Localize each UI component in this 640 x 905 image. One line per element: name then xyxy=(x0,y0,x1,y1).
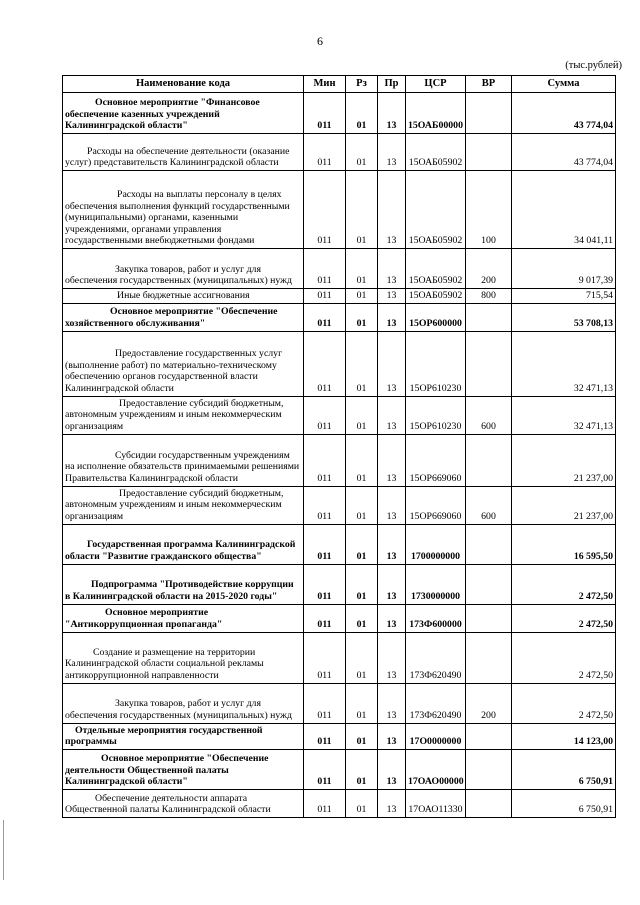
cell-rz: 01 xyxy=(346,303,378,331)
cell-sum: 34 041,11 xyxy=(512,171,616,249)
cell-rz: 01 xyxy=(346,134,378,171)
cell-sum: 2 472,50 xyxy=(512,604,616,632)
cell-name: Подпрограмма "Противодействие коррупции в Калининградской области на 2015-2020 годы" xyxy=(63,564,304,604)
cell-min: 011 xyxy=(304,632,346,683)
cell-csr: 15ОР610230 xyxy=(406,396,466,434)
cell-vr: 600 xyxy=(466,486,512,524)
table-row xyxy=(63,723,616,749)
cell-pr: 13 xyxy=(378,289,406,304)
cell-pr: 13 xyxy=(378,564,406,604)
cell-sum: 21 237,00 xyxy=(512,434,616,486)
cell-min: 011 xyxy=(304,486,346,524)
header-pr: Пр xyxy=(378,76,406,93)
cell-vr xyxy=(466,93,512,134)
cell-pr: 13 xyxy=(378,249,406,289)
cell-vr xyxy=(466,789,512,817)
table-row xyxy=(63,564,616,604)
table-row xyxy=(63,434,616,486)
cell-vr xyxy=(466,134,512,171)
cell-pr: 13 xyxy=(378,434,406,486)
cell-min: 011 xyxy=(304,171,346,249)
table-row xyxy=(63,171,616,249)
cell-min: 011 xyxy=(304,683,346,723)
table-row xyxy=(63,632,616,683)
cell-pr: 13 xyxy=(378,303,406,331)
cell-rz: 01 xyxy=(346,789,378,817)
cell-min: 011 xyxy=(304,134,346,171)
cell-vr xyxy=(466,564,512,604)
cell-csr: 1730000000 xyxy=(406,564,466,604)
cell-sum: 2 472,50 xyxy=(512,564,616,604)
cell-sum: 16 595,50 xyxy=(512,524,616,564)
cell-name: Предоставление государственных услуг (выполнение работ) по материально-техническому обеспечению органов государственной власти Калининградской области xyxy=(63,331,304,396)
cell-name: Расходы на обеспечение деятельности (оказание услуг) представительств Калининградской области xyxy=(63,134,304,171)
cell-csr: 173Ф600000 xyxy=(406,604,466,632)
cell-rz: 01 xyxy=(346,171,378,249)
cell-min: 011 xyxy=(304,749,346,789)
cell-name: Отдельные мероприятия государственной программы xyxy=(63,723,304,749)
page-number: 6 xyxy=(317,34,323,48)
cell-sum: 53 708,13 xyxy=(512,303,616,331)
cell-rz: 01 xyxy=(346,289,378,304)
cell-vr xyxy=(466,303,512,331)
cell-rz: 01 xyxy=(346,723,378,749)
cell-min: 011 xyxy=(304,434,346,486)
cell-sum: 43 774,04 xyxy=(512,134,616,171)
table-body xyxy=(63,93,616,818)
table-header xyxy=(63,76,616,93)
cell-rz: 01 xyxy=(346,396,378,434)
cell-sum: 2 472,50 xyxy=(512,683,616,723)
cell-name: Основное мероприятие "Обеспечение деятельности Общественной палаты Калининградской области" xyxy=(63,749,304,789)
cell-csr: 15ОР669060 xyxy=(406,434,466,486)
cell-csr: 15ОАБ05902 xyxy=(406,289,466,304)
cell-vr xyxy=(466,723,512,749)
cell-pr: 13 xyxy=(378,93,406,134)
cell-sum: 21 237,00 xyxy=(512,486,616,524)
cell-csr: 17ОАО11330 xyxy=(406,789,466,817)
cell-vr: 100 xyxy=(466,171,512,249)
cell-vr: 200 xyxy=(466,249,512,289)
cell-rz: 01 xyxy=(346,749,378,789)
cell-sum: 14 123,00 xyxy=(512,723,616,749)
cell-sum: 32 471,13 xyxy=(512,331,616,396)
cell-min: 011 xyxy=(304,289,346,304)
table-row xyxy=(63,604,616,632)
cell-rz: 01 xyxy=(346,683,378,723)
cell-csr: 15ОАБ00000 xyxy=(406,93,466,134)
cell-name: Закупка товаров, работ и услуг для обеспечения государственных (муниципальных) нужд xyxy=(63,683,304,723)
cell-name: Закупка товаров, работ и услуг для обеспечения государственных (муниципальных) нужд xyxy=(63,249,304,289)
cell-pr: 13 xyxy=(378,486,406,524)
cell-pr: 13 xyxy=(378,396,406,434)
cell-csr: 15ОАБ05902 xyxy=(406,249,466,289)
cell-pr: 13 xyxy=(378,749,406,789)
cell-sum: 2 472,50 xyxy=(512,632,616,683)
cell-min: 011 xyxy=(304,249,346,289)
cell-pr: 13 xyxy=(378,604,406,632)
cell-csr: 173Ф620490 xyxy=(406,683,466,723)
cell-sum: 43 774,04 xyxy=(512,93,616,134)
header-name: Наименование кода xyxy=(63,76,304,93)
cell-vr xyxy=(466,749,512,789)
cell-pr: 13 xyxy=(378,723,406,749)
header-rz: Рз xyxy=(346,76,378,93)
table-row xyxy=(63,789,616,817)
table-row xyxy=(63,683,616,723)
cell-pr: 13 xyxy=(378,632,406,683)
cell-csr: 173Ф620490 xyxy=(406,632,466,683)
cell-rz: 01 xyxy=(346,249,378,289)
cell-vr: 200 xyxy=(466,683,512,723)
table-row xyxy=(63,486,616,524)
cell-name: Создание и размещение на территории Калининградской области социальной рекламы антикоррупционной направленности xyxy=(63,632,304,683)
cell-name: Предоставление субсидий бюджетным, автономным учреждениям и иным некоммерческим организациям xyxy=(63,396,304,434)
cell-pr: 13 xyxy=(378,331,406,396)
cell-min: 011 xyxy=(304,789,346,817)
cell-min: 011 xyxy=(304,604,346,632)
cell-rz: 01 xyxy=(346,331,378,396)
cell-csr: 15ОР610230 xyxy=(406,331,466,396)
table-row xyxy=(63,93,616,134)
cell-sum: 6 750,91 xyxy=(512,789,616,817)
cell-vr xyxy=(466,632,512,683)
cell-vr xyxy=(466,604,512,632)
units-label: (тыс.рублей) xyxy=(565,60,622,71)
cell-min: 011 xyxy=(304,723,346,749)
table-row xyxy=(63,331,616,396)
cell-pr: 13 xyxy=(378,524,406,564)
cell-vr: 600 xyxy=(466,396,512,434)
cell-rz: 01 xyxy=(346,564,378,604)
cell-sum: 6 750,91 xyxy=(512,749,616,789)
cell-pr: 13 xyxy=(378,134,406,171)
cell-min: 011 xyxy=(304,564,346,604)
header-sum: Сумма xyxy=(512,76,616,93)
cell-min: 011 xyxy=(304,524,346,564)
header-csr: ЦСР xyxy=(406,76,466,93)
cell-rz: 01 xyxy=(346,486,378,524)
cell-rz: 01 xyxy=(346,434,378,486)
header-min: Мин xyxy=(304,76,346,93)
cell-name: Расходы на выплаты персоналу в целях обеспечения выполнения функций государственными (муниципальными) органами, казенными учреждениями, органами управления государственными внебюджетными фондами xyxy=(63,171,304,249)
cell-csr: 15ОАБ05902 xyxy=(406,171,466,249)
table-row xyxy=(63,289,616,304)
cell-rz: 01 xyxy=(346,632,378,683)
cell-name: Субсидии государственным учреждениям на исполнение обязательств принимаемыми решениями Правительства Калининградской области xyxy=(63,434,304,486)
cell-name: Иные бюджетные ассигнования xyxy=(63,289,304,304)
cell-vr xyxy=(466,331,512,396)
cell-sum: 32 471,13 xyxy=(512,396,616,434)
cell-name: Основное мероприятие "Обеспечение хозяйственного обслуживания" xyxy=(63,303,304,331)
cell-name: Основное мероприятие "Финансовое обеспечение казенных учреждений Калининградской области" xyxy=(63,93,304,134)
cell-name: Предоставление субсидий бюджетным, автономным учреждениям и иным некоммерческим организациям xyxy=(63,486,304,524)
table-row xyxy=(63,396,616,434)
cell-sum: 715,54 xyxy=(512,289,616,304)
header-vr: ВР xyxy=(466,76,512,93)
table-row xyxy=(63,749,616,789)
cell-pr: 13 xyxy=(378,171,406,249)
cell-pr: 13 xyxy=(378,789,406,817)
cell-pr: 13 xyxy=(378,683,406,723)
table-row xyxy=(63,249,616,289)
margin-mark xyxy=(3,820,4,880)
cell-vr: 800 xyxy=(466,289,512,304)
cell-csr: 17ОАО00000 xyxy=(406,749,466,789)
cell-sum: 9 017,39 xyxy=(512,249,616,289)
cell-name: Основное мероприятие "Антикоррупционная пропаганда" xyxy=(63,604,304,632)
cell-rz: 01 xyxy=(346,604,378,632)
cell-csr: 15ОАБ05902 xyxy=(406,134,466,171)
cell-rz: 01 xyxy=(346,93,378,134)
cell-csr: 17О0000000 xyxy=(406,723,466,749)
table-row xyxy=(63,524,616,564)
cell-name: Государственная программа Калининградской области "Развитие гражданского общества" xyxy=(63,524,304,564)
cell-min: 011 xyxy=(304,396,346,434)
cell-name: Обеспечение деятельности аппарата Общественной палаты Калининградской области xyxy=(63,789,304,817)
cell-rz: 01 xyxy=(346,524,378,564)
cell-min: 011 xyxy=(304,93,346,134)
budget-table xyxy=(62,75,616,818)
table-row xyxy=(63,134,616,171)
cell-csr: 15ОР600000 xyxy=(406,303,466,331)
cell-csr: 15ОР669060 xyxy=(406,486,466,524)
cell-vr xyxy=(466,434,512,486)
cell-min: 011 xyxy=(304,331,346,396)
table-row xyxy=(63,303,616,331)
cell-csr: 1700000000 xyxy=(406,524,466,564)
cell-vr xyxy=(466,524,512,564)
cell-min: 011 xyxy=(304,303,346,331)
